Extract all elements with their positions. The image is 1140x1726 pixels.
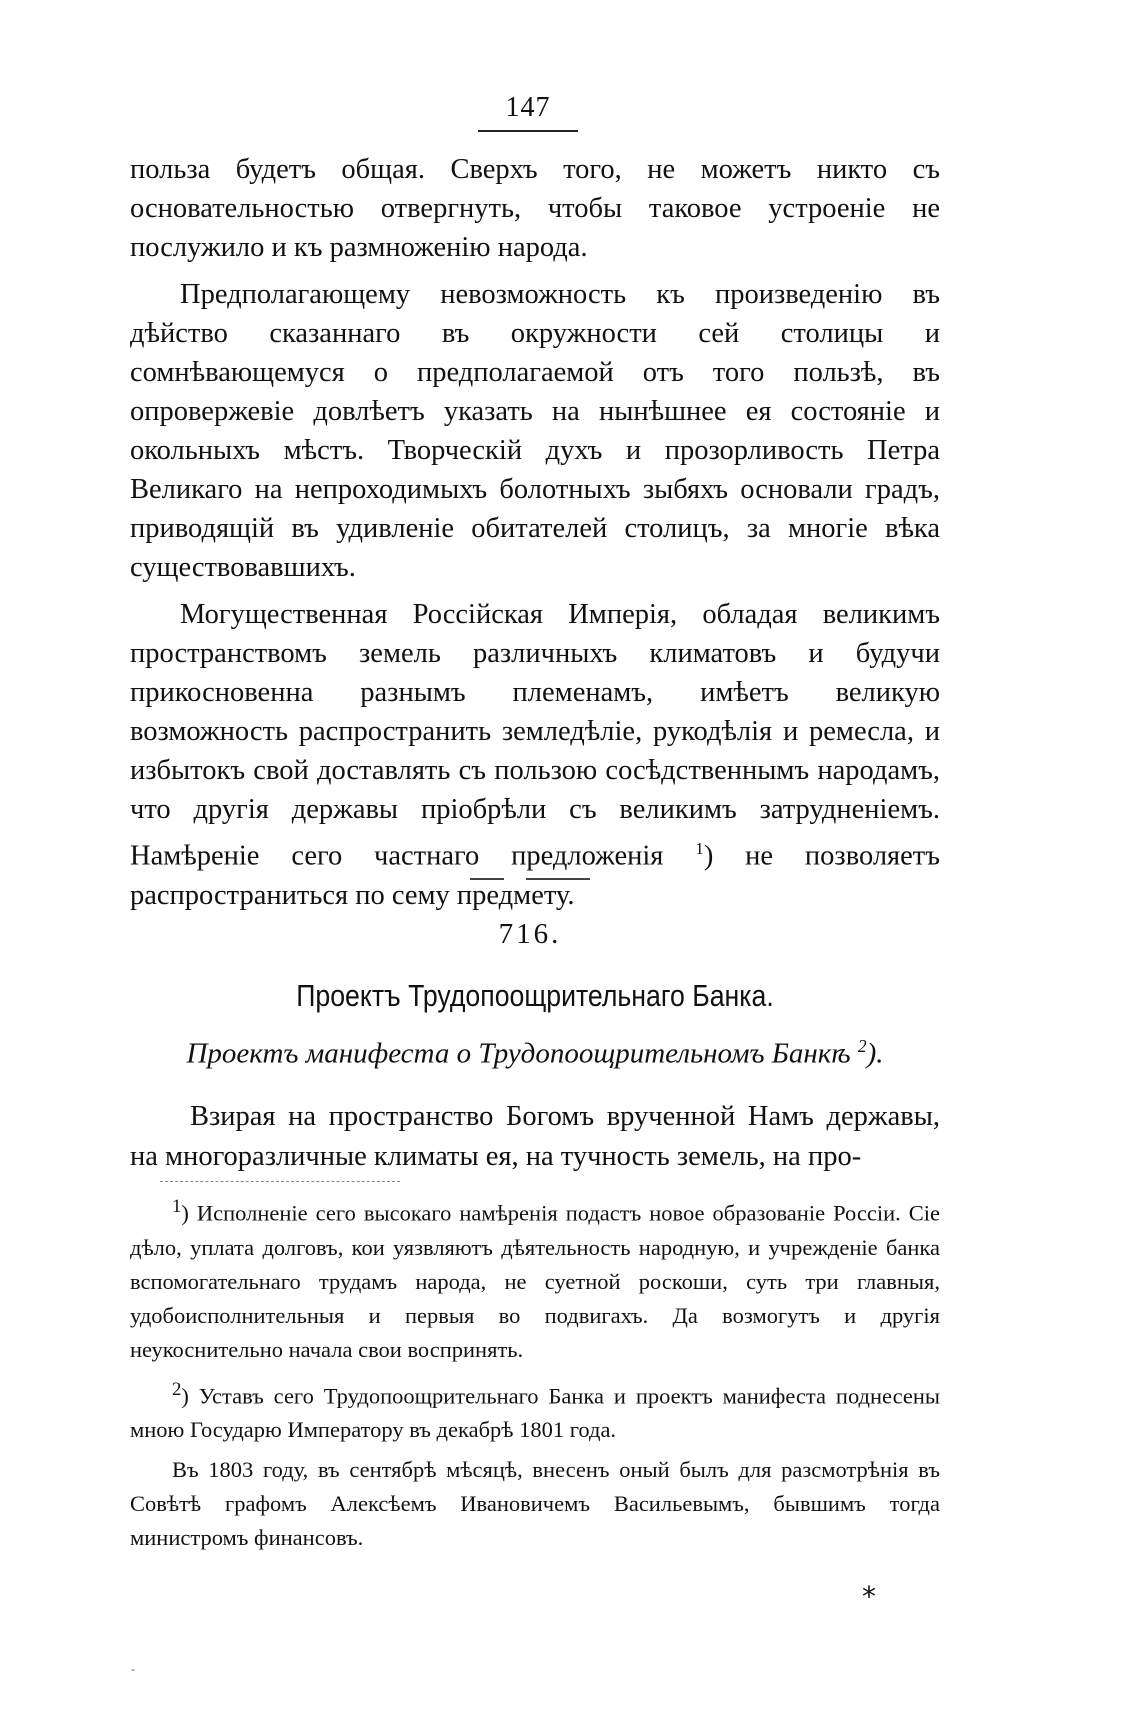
paragraph-3-text-end: ) не позволяетъ распространиться по сему предмету. <box>130 840 941 911</box>
section-divider-right <box>526 878 590 880</box>
paragraph-3-text: Могущественная Россійская Имперія, обладая великимъ пространствомъ земель различныхъ климатовъ и будучи прикосновенна разнымъ племенамъ, имѣетъ великую возможность распространить земледѣліе, рукодѣлія и ремесла, и избытокъ свой доставлять съ пользою сосѣдственнымъ народамъ, что другія державы пріобрѣли съ великимъ затрудненіемъ. Намѣреніе сего частнаго предложенія <box>130 599 940 872</box>
body-text <box>130 150 940 915</box>
signature-asterisk: * <box>862 1580 876 1613</box>
document-subtitle-text: Проектъ манифеста о Трудопоощрительномъ Банкѣ <box>186 1037 851 1070</box>
footnote-ref-1: 1 <box>695 839 704 858</box>
footnote-1-mark: 1 <box>172 1196 182 1217</box>
footnote-2-mark: 2 <box>172 1378 182 1400</box>
page-number-rule <box>478 130 578 132</box>
section-divider-left <box>470 878 504 880</box>
document-subtitle-end: ). <box>866 1037 884 1070</box>
footnote-1 <box>130 1190 940 1367</box>
footnote-rule <box>160 1181 400 1182</box>
paragraph-2: Предполагающему невозможность къ произведенію въ дѣйство сказаннаго въ окружности сей столицы и сомнѣвающемуся о предполагаемой отъ того пользѣ, въ опровержевіе довлѣетъ указать на нынѣшнее ея состояніе и окольныхъ мѣстъ. Творческій духъ и прозорливость Петра Великаго на непроходимыхъ болотныхъ зыбяхъ основали градъ, приводящій въ удивленіе обитателей столицъ, за многіе вѣка существовавшихъ. <box>130 279 940 583</box>
margin-mark: - <box>131 1662 135 1676</box>
paragraph-1: польза будетъ общая. Сверхъ того, не можетъ никто съ основательностью отвергнуть, чтобы таковое устроеніе не послужило и къ размноженію народа. <box>130 154 940 263</box>
footnote-2-text: ) Уставъ сего Трудопоощрительнаго Банка и проектъ манифеста поднесены мною Государю Императору въ декабрѣ 1801 года. <box>130 1383 940 1442</box>
document-number: 716. <box>498 918 562 950</box>
page-number: 147 <box>505 92 551 123</box>
footnote-1-text: ) Исполненіе сего высокаго намѣренія подастъ новое образованіе Россіи. Сіе дѣло, уплата долговъ, кои уязвляютъ дѣятельность народную, и учрежденіе банка вспомогательнаго трудамъ народа, не суетной роскоши, суть три главныя, удобоисполнительныя и первыя во подвигахъ. Да возмогутъ и другія неукоснительно начала свои воспринять. <box>130 1200 940 1362</box>
document-subtitle <box>130 1036 940 1071</box>
paragraph-3 <box>130 595 940 915</box>
footnote-2-continuation: Въ 1803 году, въ сентябрѣ мѣсяцѣ, внесенъ оный былъ для разсмотрѣнія въ Совѣтѣ графомъ Алексѣемъ Ивановичемъ Васильевымъ, бывшимъ тогда министромъ финансовъ. <box>130 1457 940 1550</box>
footnotes <box>130 1190 940 1555</box>
document-title: Проектъ Трудопоощрительнаго Банка. <box>296 978 774 1013</box>
footnote-2 <box>130 1373 940 1448</box>
manifesto-opening: Взирая на пространство Богомъ врученной Намъ державы, на многоразличные климаты ея, на тучность земель, на про- <box>130 1101 940 1172</box>
footnote-ref-2: 2 <box>857 1036 867 1056</box>
